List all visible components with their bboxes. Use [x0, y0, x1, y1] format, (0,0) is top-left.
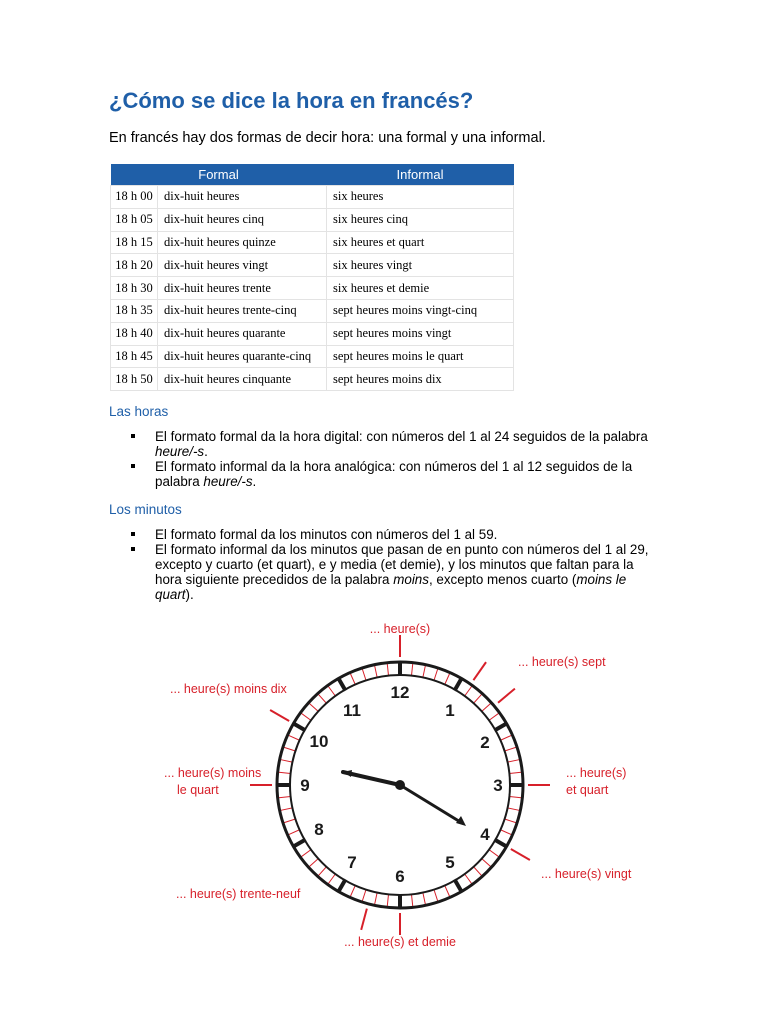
clock-number-5: 5	[445, 853, 455, 872]
clock-minute-tick	[300, 850, 311, 858]
cell-digital: 18 h 15	[111, 231, 158, 254]
clock-pointer-line	[498, 689, 515, 703]
clock-minute-hand-tip	[456, 816, 466, 826]
table-row	[111, 368, 514, 391]
cell-informal: six heures vingt	[327, 254, 514, 277]
clock-hour-tick	[455, 879, 463, 892]
table-row	[111, 254, 514, 277]
cell-digital: 18 h 05	[111, 208, 158, 231]
clock-pointer-line	[511, 849, 530, 860]
clock-number-3: 3	[493, 776, 503, 795]
clock-minute-tick	[280, 759, 293, 762]
header-formal: Formal	[111, 164, 327, 186]
table-row	[111, 208, 514, 231]
label-moins-le-quart-2: le quart	[177, 783, 219, 797]
clock-minute-tick	[500, 830, 512, 835]
clock-number-10: 10	[309, 732, 329, 751]
list-item: El formato informal da los minutos que pasan de en punto con números del 1 al 29, excepto y cuarto (et quart), e y media (et demie), y los minutos que faltan para la hora siguiente precedidos de la palabra moins, excepto menos cuarto (moins le quart).	[127, 542, 659, 602]
table-row	[111, 277, 514, 300]
label-moins-le-quart-1: ... heure(s) moins	[164, 766, 262, 780]
clock-minute-tick	[350, 673, 355, 685]
clock-minute-tick	[278, 796, 291, 797]
intro-text: En francés hay dos formas de decir hora: una formal y una informal.	[109, 130, 546, 146]
clock-minute-tick	[362, 890, 366, 902]
clock-minute-tick	[482, 703, 492, 712]
clock-hour-tick	[293, 840, 306, 848]
clock-minute-tick	[328, 874, 336, 885]
clock-minute-tick	[362, 668, 366, 680]
clock-minute-tick	[387, 663, 388, 676]
section-heading-horas: Las horas	[109, 404, 169, 419]
cell-formal: dix-huit heures quinze	[158, 231, 327, 254]
clock-hour-tick	[494, 840, 507, 848]
label-sept: ... heure(s) sept	[518, 655, 606, 669]
clock-minute-tick	[318, 867, 327, 877]
cell-formal: dix-huit heures trente	[158, 277, 327, 300]
clock-minute-tick	[474, 867, 483, 877]
clock-minute-tick	[411, 894, 412, 907]
clock-hour-tick	[455, 678, 463, 691]
clock-minute-tick	[280, 808, 293, 811]
clock-number-9: 9	[300, 776, 310, 795]
cell-digital: 18 h 50	[111, 368, 158, 391]
cell-digital: 18 h 00	[111, 186, 158, 209]
label-et-demie: ... heure(s) et demie	[344, 935, 456, 949]
cell-digital: 18 h 45	[111, 345, 158, 368]
cell-informal: sept heures moins vingt-cinq	[327, 299, 514, 322]
clock-minute-tick	[328, 685, 336, 696]
clock-minute-tick	[500, 735, 512, 740]
clock-minute-tick	[445, 673, 450, 685]
cell-formal: dix-huit heures cinquante	[158, 368, 327, 391]
clock-minute-tick	[445, 885, 450, 897]
cell-informal: sept heures moins vingt	[327, 322, 514, 345]
clock-number-8: 8	[314, 820, 324, 839]
clock-number-2: 2	[480, 733, 490, 752]
clock-number-7: 7	[347, 853, 357, 872]
cell-digital: 18 h 30	[111, 277, 158, 300]
cell-digital: 18 h 40	[111, 322, 158, 345]
cell-formal: dix-huit heures quarante-cinq	[158, 345, 327, 368]
label-et-quart-1: ... heure(s)	[566, 766, 627, 780]
clock-minute-tick	[474, 694, 483, 704]
cell-informal: sept heures moins dix	[327, 368, 514, 391]
clock-minute-tick	[318, 694, 327, 704]
clock-number-1: 1	[445, 701, 455, 720]
header-informal: Informal	[327, 164, 514, 186]
label-trente-neuf: ... heure(s) trente-neuf	[176, 887, 301, 901]
clock-minute-tick	[309, 859, 319, 868]
clock-minute-tick	[350, 885, 355, 897]
cell-informal: sept heures moins le quart	[327, 345, 514, 368]
clock-minute-hand	[400, 785, 462, 823]
page-title: ¿Cómo se dice la hora en francés?	[109, 88, 474, 113]
clock-hour-hand	[343, 772, 400, 785]
list-item: El formato formal da los minutos con números del 1 al 59.	[127, 527, 659, 542]
clock-number-12: 12	[390, 683, 410, 702]
clock-minute-tick	[509, 796, 522, 797]
clock-minute-tick	[411, 663, 412, 676]
clock-hour-tick	[338, 879, 346, 892]
clock-minute-tick	[300, 713, 311, 721]
clock-minute-tick	[374, 665, 377, 678]
cell-formal: dix-huit heures vingt	[158, 254, 327, 277]
table-row	[111, 345, 514, 368]
clock-pointer-line	[361, 909, 367, 930]
cell-formal: dix-huit heures quarante	[158, 322, 327, 345]
clock-minute-tick	[288, 735, 300, 740]
time-table	[110, 164, 514, 391]
clock-minute-tick	[288, 830, 300, 835]
clock-minute-tick	[434, 668, 438, 680]
table-row	[111, 299, 514, 322]
clock-minute-tick	[465, 874, 473, 885]
clock-diagram	[150, 610, 670, 955]
clock-minute-tick	[465, 685, 473, 696]
clock-pointer-line	[473, 662, 486, 680]
cell-informal: six heures cinq	[327, 208, 514, 231]
list-item: El formato informal da la hora analógica: con números del 1 al 12 seguidos de la palabra heure/-s.	[127, 459, 659, 489]
clock-number-6: 6	[395, 867, 405, 886]
label-et-quart-2: et quart	[566, 783, 609, 797]
table-row	[111, 231, 514, 254]
label-moins-dix: ... heure(s) moins dix	[170, 682, 287, 696]
list-item: El formato formal da la hora digital: con números del 1 al 24 seguidos de la palabra heure/-s.	[127, 429, 659, 459]
clock-minute-tick	[309, 703, 319, 712]
section-heading-minutos: Los minutos	[109, 502, 182, 517]
cell-digital: 18 h 35	[111, 299, 158, 322]
cell-digital: 18 h 20	[111, 254, 158, 277]
clock-minute-tick	[508, 808, 521, 811]
clock-hour-tick	[293, 723, 306, 731]
clock-number-11: 11	[343, 701, 361, 720]
horas-bullet-list	[127, 429, 659, 489]
clock-number-4: 4	[480, 825, 490, 844]
clock-pointer-line	[270, 710, 289, 721]
clock-minute-tick	[387, 894, 388, 907]
clock-minute-tick	[423, 893, 426, 906]
table-header-row	[111, 164, 514, 186]
table-row	[111, 186, 514, 209]
clock-minute-tick	[278, 772, 291, 773]
cell-formal: dix-huit heures	[158, 186, 327, 209]
clock-minute-tick	[482, 859, 492, 868]
clock-center-pin	[395, 780, 405, 790]
clock-minute-tick	[423, 665, 426, 678]
minutos-bullet-list	[127, 527, 659, 602]
clock-hour-tick	[494, 723, 507, 731]
clock-minute-tick	[374, 893, 377, 906]
label-vingt: ... heure(s) vingt	[541, 867, 632, 881]
cell-informal: six heures	[327, 186, 514, 209]
clock-minute-tick	[508, 759, 521, 762]
cell-informal: six heures et quart	[327, 231, 514, 254]
clock-minute-tick	[489, 850, 500, 858]
clock-minute-tick	[283, 819, 295, 823]
clock-minute-tick	[505, 747, 517, 751]
label-heures: ... heure(s)	[369, 622, 431, 636]
cell-formal: dix-huit heures cinq	[158, 208, 327, 231]
table-row	[111, 322, 514, 345]
clock-minute-tick	[283, 747, 295, 751]
cell-informal: six heures et demie	[327, 277, 514, 300]
clock-hour-tick	[338, 678, 346, 691]
cell-formal: dix-huit heures trente-cinq	[158, 299, 327, 322]
clock-minute-tick	[505, 819, 517, 823]
clock-minute-tick	[509, 772, 522, 773]
clock-minute-tick	[489, 713, 500, 721]
clock-minute-tick	[434, 890, 438, 902]
